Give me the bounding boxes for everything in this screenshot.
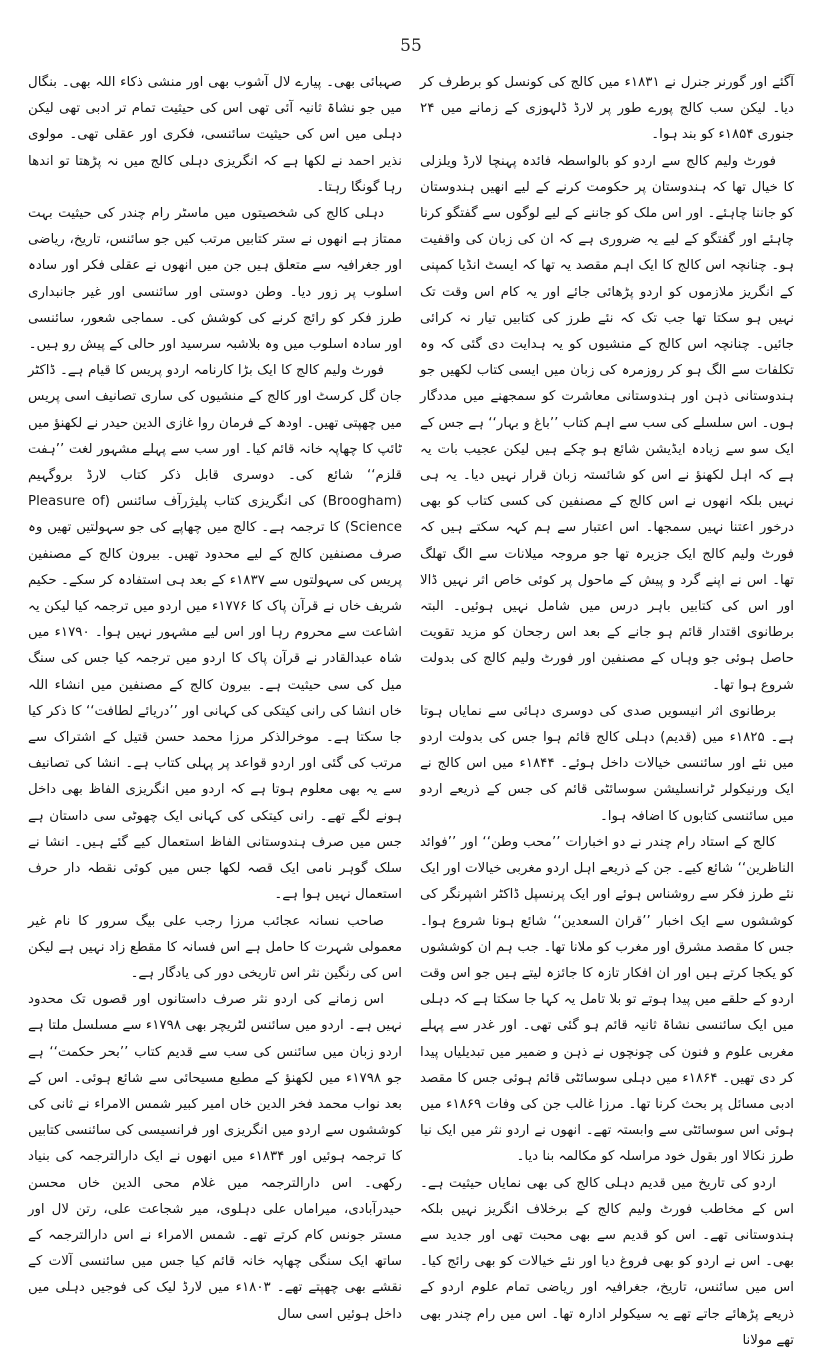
paragraph: فورٹ ولیم کالج سے اردو کو بالواسطہ فائدہ پہنچا لارڈ ویلزلی کا خیال تھا کہ ہندوستان پر حکومت کرنے کے لیے انھیں ہندوستان کو جاننا چاہئے۔ اور اس ملک کو جاننے کے لیے لوگوں سے گفتگو کرنا چاہئے اور گفتگو کے لیے یہ ضروری ہے کہ ان کی زبان کی واقفیت ہو۔ چنانچہ اس کالج کا ایک اہم مقصد یہ تھا کہ ایسٹ انڈیا کمپنی کے انگریز ملازموں کو اردو پڑھائی جائے اور یہ کام اس وقت تک نہیں ہو سکتا تھا جب تک کہ نئے طرز کی کتابیں تیار نہ کرائی جائیں۔ چنانچہ اس کالج کے منشیوں کو یہ ہدایت دی گئی کہ وہ تکلفات سے الگ ہو کر روزمرہ کی زبان میں ایسی کتاب لکھیں جو ہندوستانی ذہن اور ہندوستانی معاشرت کو سمجھنے میں مددگار ہوں۔ اس سلسلے کی سب سے اہم کتاب ’’باغ و بہار‘‘ ہے جس کے ایک سو سے زیادہ ایڈیشن شائع ہو چکے ہیں لیکن عجیب بات یہ ہے کہ اہل لکھنؤ نے اس کو شائستہ زبان قرار نہیں دیا۔ یہ ہی نہیں بلکہ انھوں نے اس کالج کے مصنفین کی کسی کتاب کو بھی درخور اعتنا نہیں سمجھا۔ اس اعتبار سے ہم کہہ سکتے ہیں کہ فورٹ ولیم کالج ایک جزیرہ تھا جو مروجہ میلانات سے الگ تھلگ تھا۔ اس نے اپنے گرد و پیش کے ماحول پر کوئی خاص اثر نہیں ڈالا اور اس کی کتابیں باہر درس میں شامل نہیں ہوئیں۔ البتہ برطانوی اقتدار قائم ہو جانے کے بعد اس رجحان کو مزید تقویت حاصل ہوئی جو وہاں کے مصنفین اور فورٹ ولیم کالج کی بدولت شروع ہوا تھا۔	[420, 153, 794, 693]
paragraph: اس زمانے کی اردو نثر صرف داستانوں اور قصوں تک محدود نہیں ہے۔ اردو میں سائنس لٹریچر بھی ۱۷۹۸ء سے مسلسل ملتا ہے اردو زبان میں سائنس کی سب سے قدیم کتاب ’’بحر حکمت‘‘ ہے جو ۱۷۹۸ء میں لکھنؤ کے مطبع مسیحائی سے شائع ہوئی۔ اس کے بعد نواب محمد فخر الدین خاں امیر کبیر شمس الامراء نے ثانی کی کوششوں سے اردو میں انگریزی اور فرانسیسی کی سائنسی کتابیں کا ترجمہ ہوئیں اور ۱۸۳۴ء میں انھوں نے ایک دارالترجمہ کی بنیاد رکھی۔ اس دارالترجمہ میں غلام محی الدین خاں محسن حیدرآبادی، میراماں علی دہلوی، میر شجاعت علی، رتن لال اور مستر جونس کام کرتے تھے۔ شمس الامراء نے اس دارالترجمہ کے ساتھ ایک سنگی چھاپہ خانہ قائم کیا جس میں سائنسی آلات کے نقشے بھی چھپتے تھے۔ ۱۸۰۳ء میں لارڈ لیک کی فوجیں دہلی میں داخل ہوئیں اسی سال	[28, 992, 402, 1322]
paragraph: برطانوی اثر انیسویں صدی کی دوسری دہائی سے نمایاں ہوتا ہے۔ ۱۸۲۵ء میں (قدیم) دہلی کالج قائم ہوا جس کی بدولت اردو میں نئے اور سائنسی خیالات داخل ہوئے۔ ۱۸۴۴ء میں اس کالج نے ایک ورنیکولر ٹرانسلیشن سوسائٹی قائم کی جس کے ذریعے اردو میں سائنسی کتابوں کا اضافہ ہوا۔	[420, 703, 794, 824]
paragraph: آگئے اور گورنر جنرل نے ۱۸۳۱ء میں کالج کی کونسل کو برطرف کر دیا۔ لیکن سب کالج پورے طور پر لارڈ ڈلہوزی کے زمانے میں ۲۴ جنوری ۱۸۵۴ء کو بند ہوا۔	[420, 75, 794, 143]
paragraph: دہلی کالج کی شخصیتوں میں ماسٹر رام چندر کی حیثیت بہت ممتاز ہے انھوں نے ستر کتابیں مرتب کیں جو سائنس، تاریخ، ریاضی اور جغرافیہ سے متعلق ہیں جن میں انھوں نے عقلی فکر اور سادہ اسلوب پر زور دیا۔ وطن دوستی اور سائنسی اور غیر جانبداری طرز فکر کو رائج کرنے کی کوشش کی۔ سماجی شعور، سائنسی اور سادہ اسلوب میں وہ بلاشبہ سرسید اور حالی کے پیش رو ہیں۔	[28, 206, 402, 353]
paragraph: اردو کی تاریخ میں قدیم دہلی کالج کی بھی نمایاں حیثیت ہے۔ اس کے مخاطب فورٹ ولیم کالج کے برخلاف انگریز نہیں بلکہ ہندوستانی تھے۔ اس کو قدیم سے بھی محبت تھی اور جدید سے بھی۔ اس نے اردو کو بھی فروغ دیا اور نئے خیالات کو بھی رائج کیا۔ اس میں سائنس، تاریخ، جغرافیہ اور ریاضی تمام علوم اردو کے ذریعے پڑھائے جاتے تھے یہ سیکولر ادارہ تھا۔ اس میں رام چندر بھی تھے مولانا	[420, 1175, 794, 1348]
page-number: 55	[400, 36, 422, 56]
paragraph: کالج کے استاد رام چندر نے دو اخبارات ’’محب وطن‘‘ اور ’’فوائد الناظرین‘‘ شائع کیے۔ جن کے ذریعے اہل اردو مغربی خیالات اور ایک نئے طرز فکر سے روشناس ہوئے اور ایک پرنسپل ڈاکٹر اشپرنگر کی کوششوں سے ایک اخبار ’’قران السعدین‘‘ شائع ہونا شروع ہوا۔ جس کا مقصد مشرق اور مغرب کو ملانا تھا۔ جب ہم ان کوششوں کو یکجا کرتے ہیں اور ان افکار تازہ کا جائزہ لیتے ہیں جو اس وقت اردو کے حلقے میں پیدا ہوتے تو بلا تامل یہ کہا جا سکتا ہے کہ دہلی میں ایک سائنسی نشاۃ ثانیہ قائم ہو گئی تھی۔ اور غدر سے پہلے مغربی علوم و فنون کی چونچوں نے ذہن و ضمیر میں تبدیلیاں پیدا کر دی تھیں۔ ۱۸۶۴ء میں دہلی سوسائٹی قائم ہوئی جس کا مقصد ادبی مسائل پر بحث کرنا تھا۔ مرزا غالب جن کی وفات ۱۸۶۹ء میں ہوئی اس سوسائٹی سے وابستہ تھے۔ انھوں نے اردو نثر میں ایک نیا طرز نکالا اور بقول خود مراسلہ کو مکالمہ بنا دیا۔	[420, 834, 795, 1165]
paragraph: صاحب نسانہ عجائب مرزا رجب علی بیگ سرور کا نام غیر معمولی شہرت کا حامل ہے اس فسانہ کا مقطع زاد نہیں ہے لیکن اس کی رنگین نثر اس تاریخی دور کی یادگار ہے۔	[28, 913, 402, 981]
paragraph: صہبائی بھی۔ پیارے لال آشوب بھی اور منشی ذکاء اللہ بھی۔ بنگال میں جو نشاۃ ثانیہ آئی تھی اس کی حیثیت تمام تر ادبی تھی لیکن دہلی میں اس کی حیثیت سائنسی، فکری اور عقلی تھی۔ مولوی نذیر احمد نے لکھا ہے کہ انگریزی دہلی کالج میں نہ پڑھتا تو اندھا رہا گونگا رہتا۔	[28, 75, 402, 195]
paragraph: فورٹ ولیم کالج کا ایک بڑا کارنامہ اردو پریس کا قیام ہے۔ ڈاکٹر جان گل کرسٹ اور کالج کے منشیوں کی ساری تصانیف اسی پریس میں چھپتی تھیں۔ اودھ کے فرمان روا غازی الدین حیدر نے لکھنؤ میں ٹائپ کا چھاپہ خانہ قائم کیا۔ اور سب سے پہلے مشہور لغت ’’ہفت قلزم‘‘ شائع کی۔ دوسری قابل ذکر کتاب لارڈ بروگہیم (Broogham) کی انگریزی کتاب پلیژرآف سائنس (Pleasure of Science) کا ترجمہ ہے۔ کالج میں چھاپے کی جو سہولتیں تھیں وہ صرف مصنفین کالج کے لیے محدود تھیں۔ بیرون کالج کے مصنفین پریس کی سہولتوں سے ۱۸۳۷ء کے بعد ہی استفادہ کر سکے۔ حکیم شریف خاں نے قرآن پاک کا ۱۷۷۶ء میں اردو میں ترجمہ کیا لیکن یہ اشاعت سے محروم رہا اور اس لیے مشہور نہیں ہوا۔ ۱۷۹۰ء میں شاہ عبدالقادر نے قرآن پاک کا اردو میں ترجمہ کیا جس کی سنگ میل کی سی حیثیت ہے۔ بیرون کالج کے مصنفین میں انشاء اللہ خاں انشا کی رانی کیتکی کی کہانی اور ’’دریائے لطافت‘‘ کا ذکر کیا جا سکتا ہے۔ موخرالذکر مرزا محمد حسن قتیل کے اشتراک سے مرتب کی گئی اور اردو قواعد پر پہلی کتاب ہے۔ انشا کی تصانیف سے یہ بھی معلوم ہوتا ہے کہ اردو میں انگریزی الفاظ بھی داخل ہونے لگے تھے۔ رانی کیتکی کی کہانی ایک چھوٹی سی داستان ہے جس میں صرف ہندوستانی الفاظ استعمال کیے گئے ہیں۔ انشا نے سلک گوہر نامی ایک قصہ لکھا جس میں کوئی نقطہ دار حرف استعمال نہیں ہوا ہے۔	[28, 363, 403, 903]
right-text-column	[420, 70, 795, 1348]
left-text-column	[28, 70, 403, 1322]
